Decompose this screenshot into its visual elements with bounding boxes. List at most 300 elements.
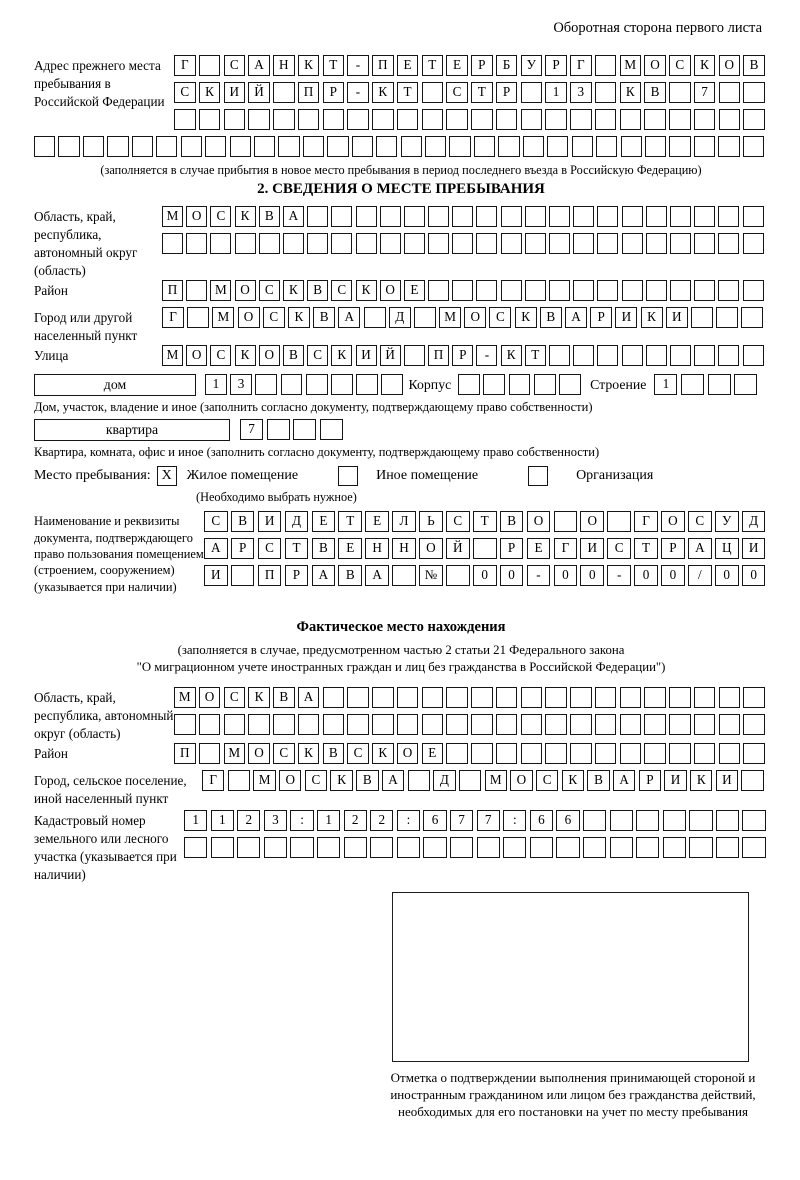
char-cell[interactable] bbox=[595, 82, 617, 103]
char-cell[interactable]: А bbox=[338, 307, 360, 328]
char-cell[interactable]: Т bbox=[323, 55, 345, 76]
char-cell[interactable] bbox=[273, 109, 295, 130]
char-cell[interactable]: А bbox=[382, 770, 404, 791]
char-cell[interactable]: Е bbox=[397, 55, 419, 76]
char-cell[interactable] bbox=[525, 233, 546, 254]
char-cell[interactable] bbox=[549, 345, 570, 366]
char-cell[interactable] bbox=[645, 136, 666, 157]
char-cell[interactable]: 1 bbox=[205, 374, 227, 395]
char-cell[interactable] bbox=[278, 136, 299, 157]
char-cell[interactable] bbox=[718, 206, 739, 227]
char-cell[interactable]: Р bbox=[471, 55, 493, 76]
char-cell[interactable]: К bbox=[694, 55, 716, 76]
char-cell[interactable]: Д bbox=[389, 307, 411, 328]
char-cell[interactable] bbox=[392, 565, 416, 586]
char-cell[interactable] bbox=[663, 837, 686, 858]
char-cell[interactable]: К bbox=[235, 206, 256, 227]
char-cell[interactable]: 1 bbox=[654, 374, 677, 395]
char-cell[interactable] bbox=[323, 687, 345, 708]
char-cell[interactable] bbox=[743, 206, 764, 227]
char-cell[interactable] bbox=[422, 714, 444, 735]
char-cell[interactable] bbox=[743, 136, 764, 157]
char-cell[interactable]: С bbox=[210, 206, 231, 227]
char-cell[interactable] bbox=[570, 743, 592, 764]
char-cell[interactable]: И bbox=[742, 538, 766, 559]
char-cell[interactable]: С bbox=[307, 345, 328, 366]
char-cell[interactable] bbox=[742, 810, 765, 831]
char-cell[interactable] bbox=[471, 714, 493, 735]
char-cell[interactable]: О bbox=[464, 307, 486, 328]
char-cell[interactable] bbox=[132, 136, 153, 157]
char-cell[interactable]: 1 bbox=[184, 810, 207, 831]
char-cell[interactable]: Ц bbox=[715, 538, 739, 559]
char-cell[interactable] bbox=[595, 109, 617, 130]
char-cell[interactable]: И bbox=[224, 82, 246, 103]
char-cell[interactable] bbox=[446, 109, 468, 130]
char-cell[interactable] bbox=[376, 136, 397, 157]
char-cell[interactable]: 0 bbox=[580, 565, 604, 586]
char-cell[interactable]: 1 bbox=[211, 810, 234, 831]
char-cell[interactable]: : bbox=[397, 810, 420, 831]
char-cell[interactable] bbox=[573, 345, 594, 366]
char-cell[interactable] bbox=[450, 837, 473, 858]
char-cell[interactable] bbox=[719, 687, 741, 708]
char-cell[interactable] bbox=[501, 280, 522, 301]
char-cell[interactable]: В bbox=[587, 770, 609, 791]
char-cell[interactable] bbox=[521, 687, 543, 708]
prev-address-row-2[interactable] bbox=[174, 82, 768, 104]
char-cell[interactable] bbox=[422, 109, 444, 130]
char-cell[interactable] bbox=[397, 687, 419, 708]
char-cell[interactable] bbox=[356, 206, 377, 227]
char-cell[interactable]: 7 bbox=[694, 82, 716, 103]
char-cell[interactable] bbox=[414, 307, 436, 328]
char-cell[interactable]: Т bbox=[338, 511, 362, 532]
char-cell[interactable] bbox=[473, 538, 497, 559]
char-cell[interactable]: С bbox=[210, 345, 231, 366]
char-cell[interactable]: Н bbox=[365, 538, 389, 559]
char-cell[interactable] bbox=[162, 233, 183, 254]
char-cell[interactable] bbox=[597, 280, 618, 301]
actual-city-row[interactable] bbox=[202, 770, 768, 792]
char-cell[interactable]: О bbox=[279, 770, 301, 791]
char-cell[interactable]: Г bbox=[634, 511, 658, 532]
char-cell[interactable] bbox=[622, 280, 643, 301]
char-cell[interactable]: 1 bbox=[317, 810, 340, 831]
char-cell[interactable] bbox=[743, 109, 765, 130]
char-cell[interactable]: № bbox=[419, 565, 443, 586]
char-cell[interactable] bbox=[498, 136, 519, 157]
char-cell[interactable]: Р bbox=[323, 82, 345, 103]
char-cell[interactable] bbox=[397, 714, 419, 735]
char-cell[interactable] bbox=[534, 374, 556, 395]
char-cell[interactable]: А bbox=[204, 538, 228, 559]
char-cell[interactable] bbox=[573, 206, 594, 227]
char-cell[interactable] bbox=[428, 233, 449, 254]
char-cell[interactable] bbox=[549, 233, 570, 254]
char-cell[interactable]: Р bbox=[661, 538, 685, 559]
char-cell[interactable] bbox=[610, 837, 633, 858]
char-cell[interactable]: И bbox=[580, 538, 604, 559]
char-cell[interactable] bbox=[743, 233, 764, 254]
char-cell[interactable] bbox=[689, 810, 712, 831]
char-cell[interactable] bbox=[331, 206, 352, 227]
char-cell[interactable]: С bbox=[489, 307, 511, 328]
char-cell[interactable]: М bbox=[224, 743, 246, 764]
char-cell[interactable] bbox=[199, 743, 221, 764]
char-cell[interactable] bbox=[545, 109, 567, 130]
char-cell[interactable] bbox=[184, 837, 207, 858]
char-cell[interactable] bbox=[743, 345, 764, 366]
char-cell[interactable]: 0 bbox=[715, 565, 739, 586]
char-cell[interactable] bbox=[621, 136, 642, 157]
char-cell[interactable]: М bbox=[439, 307, 461, 328]
char-cell[interactable]: О bbox=[259, 345, 280, 366]
char-cell[interactable]: С bbox=[258, 538, 282, 559]
char-cell[interactable] bbox=[595, 743, 617, 764]
stay-option-organization-checkbox[interactable] bbox=[528, 466, 548, 486]
actual-region-row-1[interactable] bbox=[174, 687, 768, 709]
char-cell[interactable]: Р bbox=[500, 538, 524, 559]
char-cell[interactable]: Н bbox=[273, 55, 295, 76]
char-cell[interactable]: Г bbox=[554, 538, 578, 559]
char-cell[interactable] bbox=[719, 109, 741, 130]
char-cell[interactable] bbox=[423, 837, 446, 858]
char-cell[interactable]: В bbox=[259, 206, 280, 227]
char-cell[interactable] bbox=[597, 233, 618, 254]
char-cell[interactable] bbox=[471, 687, 493, 708]
char-cell[interactable]: А bbox=[298, 687, 320, 708]
char-cell[interactable] bbox=[230, 136, 251, 157]
char-cell[interactable]: В bbox=[356, 770, 378, 791]
region-row-1[interactable] bbox=[162, 206, 768, 228]
char-cell[interactable]: П bbox=[174, 743, 196, 764]
district-row[interactable] bbox=[162, 280, 768, 302]
char-cell[interactable] bbox=[669, 109, 691, 130]
char-cell[interactable] bbox=[476, 206, 497, 227]
char-cell[interactable] bbox=[181, 136, 202, 157]
char-cell[interactable] bbox=[307, 206, 328, 227]
char-cell[interactable] bbox=[644, 687, 666, 708]
char-cell[interactable] bbox=[211, 837, 234, 858]
char-cell[interactable] bbox=[186, 233, 207, 254]
char-cell[interactable] bbox=[224, 109, 246, 130]
char-cell[interactable] bbox=[347, 687, 369, 708]
char-cell[interactable] bbox=[595, 55, 617, 76]
char-cell[interactable]: Е bbox=[338, 538, 362, 559]
char-cell[interactable] bbox=[323, 714, 345, 735]
char-cell[interactable]: С bbox=[204, 511, 228, 532]
char-cell[interactable] bbox=[380, 233, 401, 254]
char-cell[interactable]: 0 bbox=[661, 565, 685, 586]
char-cell[interactable] bbox=[719, 82, 741, 103]
region-row-2[interactable] bbox=[162, 233, 768, 255]
char-cell[interactable] bbox=[523, 136, 544, 157]
char-cell[interactable] bbox=[186, 280, 207, 301]
char-cell[interactable]: О bbox=[397, 743, 419, 764]
char-cell[interactable] bbox=[224, 714, 246, 735]
char-cell[interactable]: Е bbox=[312, 511, 336, 532]
char-cell[interactable] bbox=[670, 345, 691, 366]
char-cell[interactable] bbox=[452, 233, 473, 254]
prev-address-row-4[interactable] bbox=[34, 136, 768, 158]
char-cell[interactable] bbox=[743, 743, 765, 764]
char-cell[interactable] bbox=[694, 743, 716, 764]
char-cell[interactable]: К bbox=[288, 307, 310, 328]
char-cell[interactable] bbox=[741, 307, 763, 328]
char-cell[interactable] bbox=[422, 82, 444, 103]
street-row[interactable] bbox=[162, 345, 768, 367]
char-cell[interactable]: В bbox=[540, 307, 562, 328]
char-cell[interactable]: Р bbox=[496, 82, 518, 103]
char-cell[interactable]: : bbox=[290, 810, 313, 831]
char-cell[interactable]: С bbox=[331, 280, 352, 301]
char-cell[interactable]: А bbox=[248, 55, 270, 76]
char-cell[interactable] bbox=[449, 136, 470, 157]
char-cell[interactable]: Т bbox=[525, 345, 546, 366]
char-cell[interactable]: О bbox=[380, 280, 401, 301]
char-cell[interactable] bbox=[743, 280, 764, 301]
stroenie-row[interactable] bbox=[654, 374, 760, 396]
char-cell[interactable]: К bbox=[248, 687, 270, 708]
char-cell[interactable]: П bbox=[428, 345, 449, 366]
char-cell[interactable]: В bbox=[338, 565, 362, 586]
char-cell[interactable]: Й bbox=[248, 82, 270, 103]
char-cell[interactable] bbox=[293, 419, 316, 440]
char-cell[interactable] bbox=[573, 280, 594, 301]
char-cell[interactable] bbox=[259, 233, 280, 254]
char-cell[interactable] bbox=[669, 743, 691, 764]
char-cell[interactable]: - bbox=[347, 55, 369, 76]
char-cell[interactable] bbox=[554, 511, 578, 532]
char-cell[interactable]: Й bbox=[380, 345, 401, 366]
char-cell[interactable] bbox=[156, 136, 177, 157]
char-cell[interactable]: О bbox=[419, 538, 443, 559]
char-cell[interactable]: В bbox=[644, 82, 666, 103]
char-cell[interactable] bbox=[255, 374, 277, 395]
char-cell[interactable]: В bbox=[743, 55, 765, 76]
char-cell[interactable] bbox=[549, 280, 570, 301]
char-cell[interactable]: К bbox=[330, 770, 352, 791]
char-cell[interactable]: Т bbox=[473, 511, 497, 532]
char-cell[interactable] bbox=[694, 280, 715, 301]
char-cell[interactable]: М bbox=[210, 280, 231, 301]
char-cell[interactable] bbox=[372, 714, 394, 735]
char-cell[interactable] bbox=[452, 280, 473, 301]
char-cell[interactable] bbox=[174, 714, 196, 735]
char-cell[interactable]: О bbox=[199, 687, 221, 708]
char-cell[interactable]: Л bbox=[392, 511, 416, 532]
char-cell[interactable] bbox=[547, 136, 568, 157]
char-cell[interactable] bbox=[446, 743, 468, 764]
char-cell[interactable] bbox=[743, 714, 765, 735]
char-cell[interactable] bbox=[408, 770, 430, 791]
char-cell[interactable] bbox=[331, 374, 353, 395]
char-cell[interactable] bbox=[521, 82, 543, 103]
char-cell[interactable] bbox=[694, 109, 716, 130]
char-cell[interactable]: А bbox=[565, 307, 587, 328]
char-cell[interactable]: Е bbox=[422, 743, 444, 764]
char-cell[interactable] bbox=[370, 837, 393, 858]
char-cell[interactable] bbox=[58, 136, 79, 157]
document-row-1[interactable] bbox=[204, 511, 768, 533]
char-cell[interactable] bbox=[620, 109, 642, 130]
cadastral-row-1[interactable] bbox=[184, 810, 768, 832]
char-cell[interactable]: К bbox=[298, 55, 320, 76]
char-cell[interactable]: О bbox=[186, 345, 207, 366]
char-cell[interactable]: О bbox=[580, 511, 604, 532]
char-cell[interactable] bbox=[254, 136, 275, 157]
char-cell[interactable] bbox=[716, 810, 739, 831]
char-cell[interactable] bbox=[694, 687, 716, 708]
char-cell[interactable] bbox=[689, 837, 712, 858]
char-cell[interactable] bbox=[719, 714, 741, 735]
char-cell[interactable] bbox=[471, 743, 493, 764]
char-cell[interactable] bbox=[718, 280, 739, 301]
char-cell[interactable] bbox=[620, 743, 642, 764]
char-cell[interactable] bbox=[521, 109, 543, 130]
prev-address-row-3[interactable] bbox=[174, 109, 768, 131]
char-cell[interactable] bbox=[372, 687, 394, 708]
char-cell[interactable]: О bbox=[238, 307, 260, 328]
char-cell[interactable] bbox=[669, 714, 691, 735]
char-cell[interactable] bbox=[509, 374, 531, 395]
char-cell[interactable]: С bbox=[446, 82, 468, 103]
char-cell[interactable] bbox=[596, 136, 617, 157]
char-cell[interactable] bbox=[595, 687, 617, 708]
char-cell[interactable]: К bbox=[562, 770, 584, 791]
char-cell[interactable] bbox=[446, 714, 468, 735]
char-cell[interactable]: П bbox=[162, 280, 183, 301]
char-cell[interactable] bbox=[570, 109, 592, 130]
char-cell[interactable]: О bbox=[527, 511, 551, 532]
char-cell[interactable]: В bbox=[231, 511, 255, 532]
char-cell[interactable]: Г bbox=[570, 55, 592, 76]
char-cell[interactable]: Д bbox=[742, 511, 766, 532]
char-cell[interactable]: - bbox=[607, 565, 631, 586]
char-cell[interactable] bbox=[620, 714, 642, 735]
char-cell[interactable] bbox=[743, 82, 765, 103]
char-cell[interactable]: А bbox=[365, 565, 389, 586]
char-cell[interactable] bbox=[428, 280, 449, 301]
char-cell[interactable]: 7 bbox=[450, 810, 473, 831]
char-cell[interactable]: М bbox=[485, 770, 507, 791]
char-cell[interactable]: Т bbox=[471, 82, 493, 103]
char-cell[interactable] bbox=[347, 714, 369, 735]
korpus-row[interactable] bbox=[458, 374, 584, 396]
char-cell[interactable]: 3 bbox=[570, 82, 592, 103]
char-cell[interactable] bbox=[670, 280, 691, 301]
char-cell[interactable] bbox=[583, 837, 606, 858]
char-cell[interactable] bbox=[622, 233, 643, 254]
char-cell[interactable]: К bbox=[690, 770, 712, 791]
char-cell[interactable]: М bbox=[212, 307, 234, 328]
char-cell[interactable] bbox=[681, 374, 704, 395]
char-cell[interactable] bbox=[228, 770, 250, 791]
char-cell[interactable] bbox=[397, 837, 420, 858]
char-cell[interactable]: С bbox=[273, 743, 295, 764]
char-cell[interactable]: М bbox=[162, 345, 183, 366]
char-cell[interactable]: О bbox=[248, 743, 270, 764]
char-cell[interactable] bbox=[34, 136, 55, 157]
char-cell[interactable] bbox=[290, 837, 313, 858]
char-cell[interactable]: С bbox=[305, 770, 327, 791]
char-cell[interactable]: Е bbox=[404, 280, 425, 301]
char-cell[interactable] bbox=[303, 136, 324, 157]
char-cell[interactable]: Т bbox=[285, 538, 309, 559]
char-cell[interactable] bbox=[501, 206, 522, 227]
char-cell[interactable] bbox=[646, 206, 667, 227]
char-cell[interactable]: В bbox=[307, 280, 328, 301]
char-cell[interactable] bbox=[401, 136, 422, 157]
char-cell[interactable]: Р bbox=[590, 307, 612, 328]
char-cell[interactable]: О bbox=[235, 280, 256, 301]
char-cell[interactable] bbox=[356, 374, 378, 395]
actual-district-row[interactable] bbox=[174, 743, 768, 765]
char-cell[interactable]: 0 bbox=[742, 565, 766, 586]
char-cell[interactable]: / bbox=[688, 565, 712, 586]
char-cell[interactable] bbox=[669, 136, 690, 157]
char-cell[interactable]: К bbox=[620, 82, 642, 103]
cadastral-row-2[interactable] bbox=[184, 837, 768, 859]
char-cell[interactable] bbox=[459, 770, 481, 791]
char-cell[interactable]: Н bbox=[392, 538, 416, 559]
char-cell[interactable] bbox=[530, 837, 553, 858]
char-cell[interactable] bbox=[317, 837, 340, 858]
char-cell[interactable]: Р bbox=[231, 538, 255, 559]
char-cell[interactable]: С bbox=[536, 770, 558, 791]
char-cell[interactable] bbox=[694, 345, 715, 366]
char-cell[interactable] bbox=[525, 206, 546, 227]
char-cell[interactable] bbox=[267, 419, 290, 440]
prev-address-row-1[interactable] bbox=[174, 55, 768, 77]
char-cell[interactable]: В bbox=[500, 511, 524, 532]
char-cell[interactable]: С bbox=[446, 511, 470, 532]
char-cell[interactable]: Б bbox=[496, 55, 518, 76]
char-cell[interactable]: С bbox=[224, 55, 246, 76]
char-cell[interactable] bbox=[380, 206, 401, 227]
char-cell[interactable]: М bbox=[162, 206, 183, 227]
char-cell[interactable]: В bbox=[313, 307, 335, 328]
char-cell[interactable] bbox=[545, 743, 567, 764]
char-cell[interactable]: 3 bbox=[230, 374, 252, 395]
house-type-box[interactable]: дом bbox=[34, 374, 196, 396]
char-cell[interactable]: П bbox=[258, 565, 282, 586]
char-cell[interactable]: О bbox=[661, 511, 685, 532]
char-cell[interactable]: 0 bbox=[634, 565, 658, 586]
char-cell[interactable]: С bbox=[688, 511, 712, 532]
document-row-3[interactable] bbox=[204, 565, 768, 587]
char-cell[interactable] bbox=[503, 837, 526, 858]
char-cell[interactable]: П bbox=[372, 55, 394, 76]
char-cell[interactable]: - bbox=[527, 565, 551, 586]
char-cell[interactable] bbox=[452, 206, 473, 227]
char-cell[interactable] bbox=[231, 565, 255, 586]
char-cell[interactable]: К bbox=[515, 307, 537, 328]
char-cell[interactable] bbox=[501, 233, 522, 254]
char-cell[interactable] bbox=[248, 109, 270, 130]
char-cell[interactable] bbox=[327, 136, 348, 157]
char-cell[interactable] bbox=[622, 345, 643, 366]
char-cell[interactable]: С bbox=[607, 538, 631, 559]
char-cell[interactable] bbox=[404, 233, 425, 254]
char-cell[interactable] bbox=[694, 136, 715, 157]
char-cell[interactable]: У bbox=[715, 511, 739, 532]
char-cell[interactable]: 2 bbox=[370, 810, 393, 831]
char-cell[interactable]: 0 bbox=[500, 565, 524, 586]
char-cell[interactable]: О bbox=[186, 206, 207, 227]
char-cell[interactable] bbox=[646, 233, 667, 254]
